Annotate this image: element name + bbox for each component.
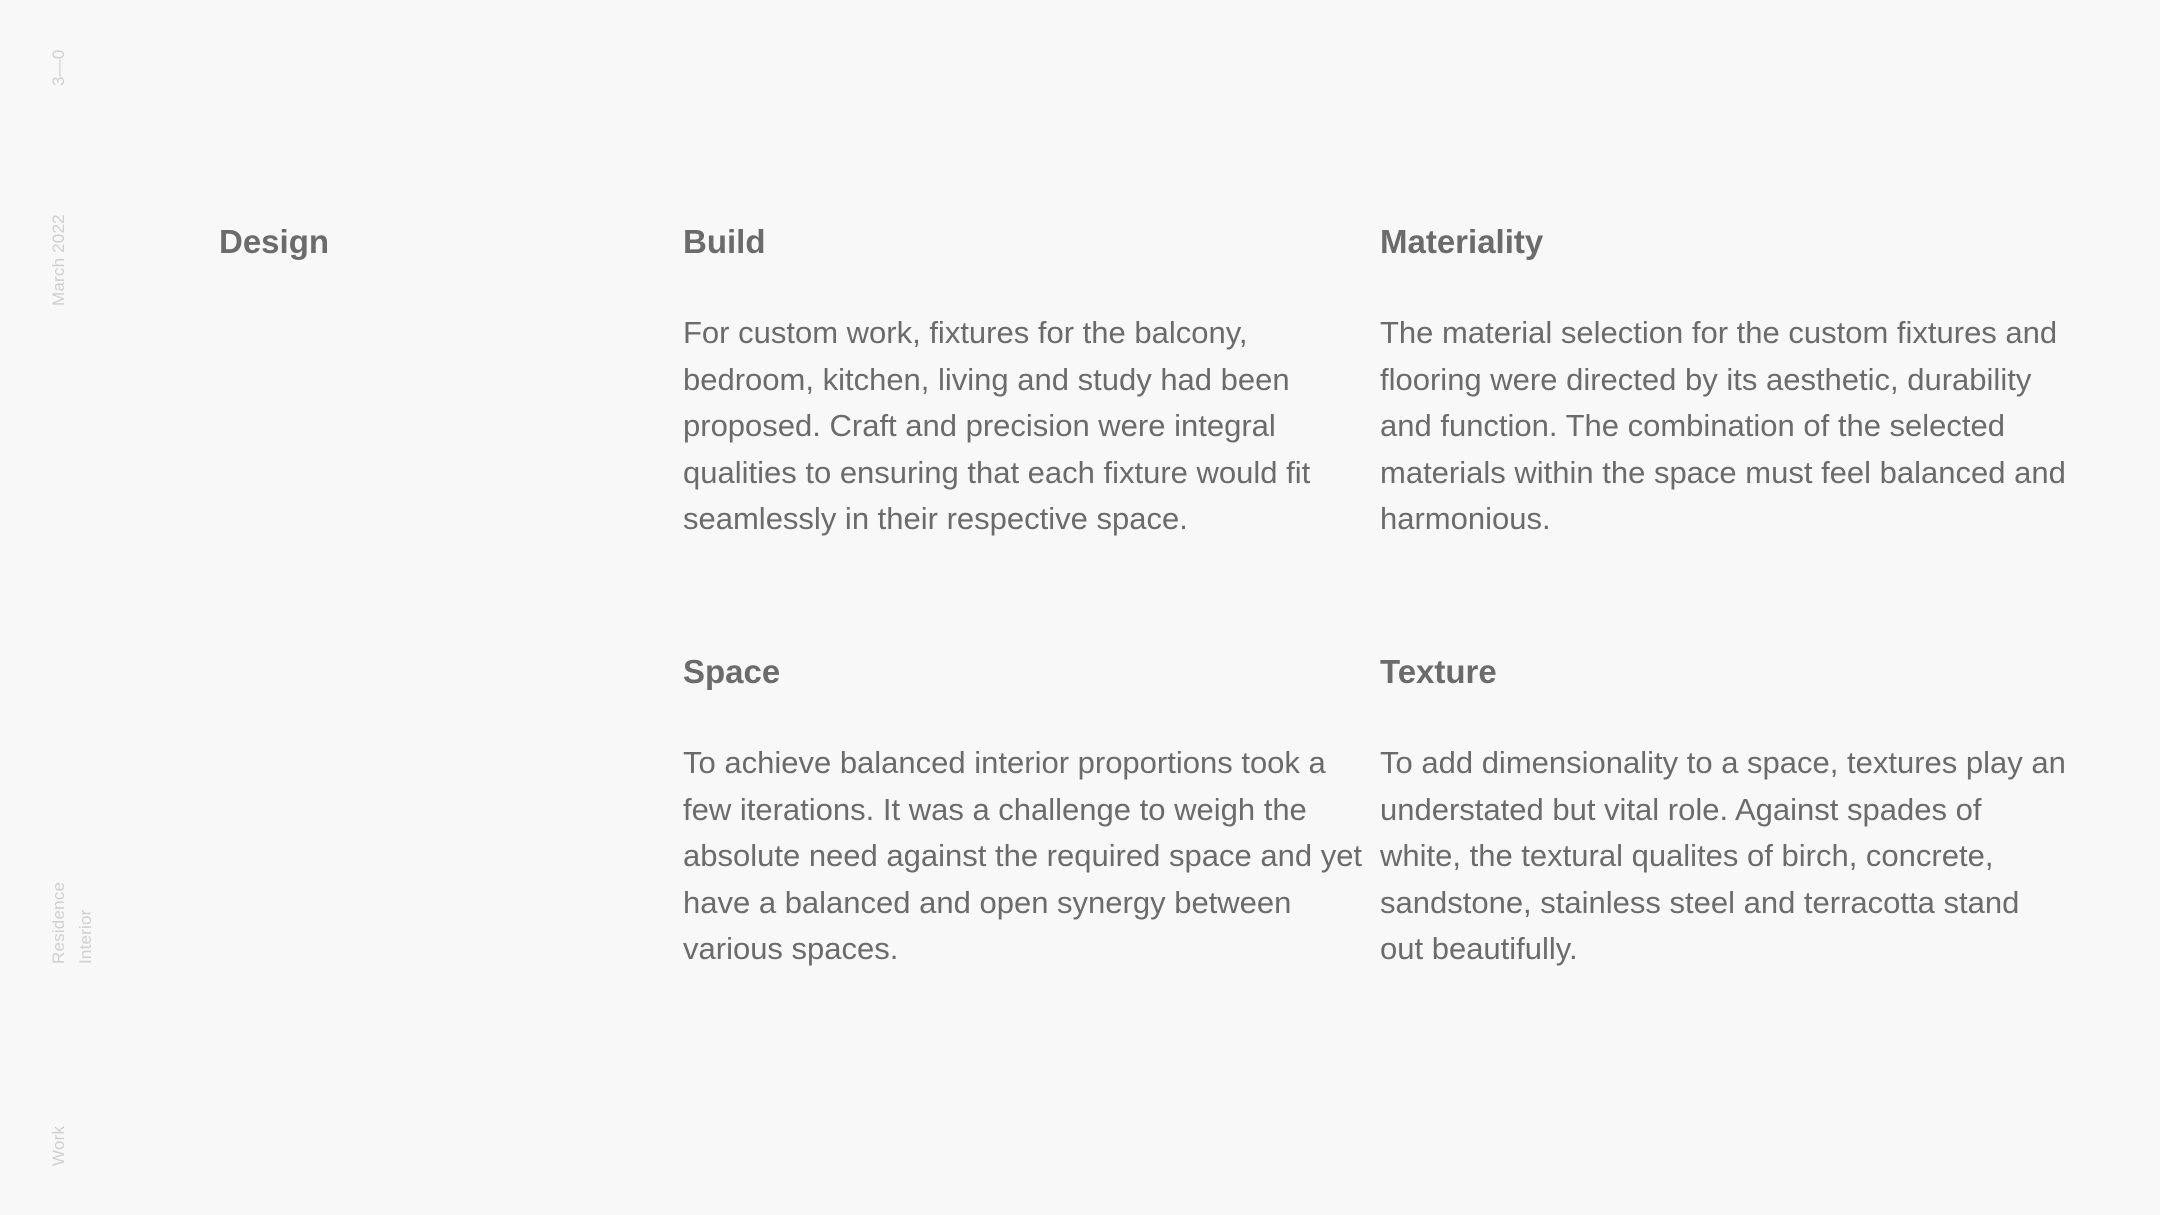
heading-build: Build — [683, 223, 766, 260]
section-label: Work — [49, 1125, 68, 1166]
page-number: 3—0 — [49, 49, 68, 86]
heading-design: Design — [219, 223, 330, 260]
paragraph-space: To achieve balanced interior proportions took a few iterations. It was a challenge to weigh the absolute need against the required space and yet have a balanced and open synergy between various spaces. — [683, 745, 1363, 966]
heading-materiality: Materiality — [1380, 223, 1544, 260]
paragraph-materiality: The material selection for the custom fixtures and flooring were directed by its aesthetic, durability and function. The combination of the selected materials within the space must feel balanced and harmonious. — [1380, 315, 2066, 536]
project-label-line1: Residence — [49, 881, 68, 964]
project-label-line2: Interior — [76, 909, 95, 964]
paragraph-build: For custom work, fixtures for the balcony, bedroom, kitchen, living and study had been proposed. Craft and precision were integral qualities to ensuring that each fixture would fit seamlessly in their respective space. — [683, 315, 1311, 536]
heading-space: Space — [683, 653, 781, 690]
heading-texture: Texture — [1380, 653, 1497, 690]
date-label: March 2022 — [49, 214, 68, 306]
paragraph-texture: To add dimensionality to a space, textures play an understated but vital role. Against spades of white, the textural qualites of birch, concrete, sandstone, stainless steel and terracotta stand out beautifully. — [1380, 745, 2066, 966]
